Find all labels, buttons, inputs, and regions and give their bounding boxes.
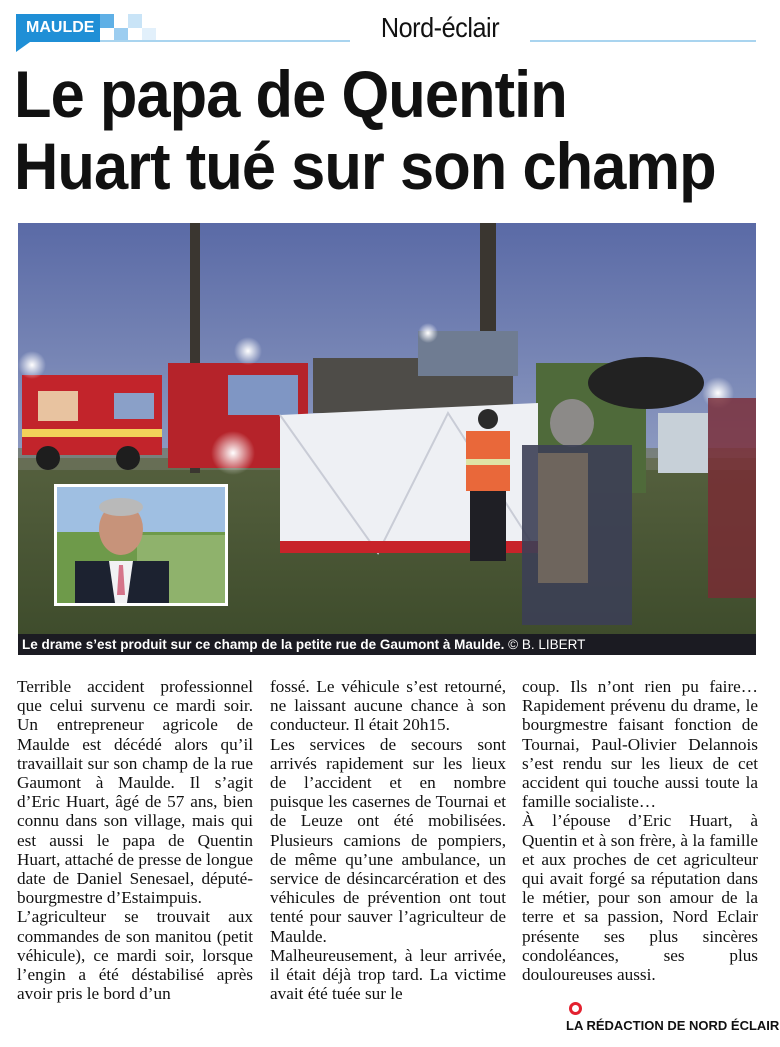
headline <box>14 58 721 202</box>
section-tag-notch <box>16 42 30 52</box>
photo-credit: © B. LIBERT <box>508 637 586 652</box>
portrait-illustration <box>57 487 225 603</box>
paragraph: À l’épouse d’Eric Huart, à Quentin et à son frère, à la famille et aux proches de cet agriculteur qui avait forgé sa réputation dans le métier, pour son amour de la terre et sa passion, Nord Eclair présente ses plus sincères condoléances, ses plus douloureuses aussi. <box>522 811 758 985</box>
article-column-1 <box>17 677 253 1003</box>
article-signature: LA RÉDACTION DE NORD ÉCLAIR <box>566 1018 780 1033</box>
portrait-inset-photo <box>54 484 228 606</box>
paragraph: coup. Ils n’ont rien pu faire… Rapidement prévenu du drame, le bourgmestre faisant fonction de Tournai, Paul-Olivier Delannois s’est rendu sur les lieux de cet accident qui touche aussi toute la famille socialiste… <box>522 677 758 812</box>
section-tag: MAULDE <box>16 14 100 42</box>
photo-caption <box>18 634 756 655</box>
headline-line-1: Le papa de Quentin <box>14 57 567 131</box>
headline-line-2: Huart tué sur son champ <box>14 129 716 203</box>
paragraph: Terrible accident professionnel que celui survenu ce mardi soir. Un entrepreneur agricole de Maulde est décédé alors qu’il travaillait sur son champ de la rue Gaumont à Maulde. Il s’agit d’Eric Huart, âgé de 57 ans, bien connu dans son village, mais qui est aussi le papa de Quentin Huart, attaché de presse de longue date de Daniel Senesael, député-bourgmestre d’Estaimpuis. <box>17 677 253 908</box>
decorative-squares <box>100 14 156 42</box>
paragraph: Les services de secours sont arrivés rapidement sur les lieux de l’accident et en nombre puisque les casernes de Tournai et de Leuze ont été mobilisées. Plusieurs camions de pompiers, de même qu’une ambulance, un service de désincarcération et des véhicules de prévention ont tout tenté pour sauver l’agriculteur de Maulde. <box>270 734 506 946</box>
paragraph: fossé. Le véhicule s’est retourné, ne laissant aucune chance à son conducteur. Il était 20h15. <box>270 677 506 735</box>
paragraph: Malheureusement, à leur arrivée, il était déjà trop tard. La victime avait été tuée sur le <box>270 945 506 1004</box>
article-column-2 <box>270 677 506 1003</box>
article-column-3 <box>522 677 758 984</box>
newspaper-masthead: Nord-éclair <box>350 12 530 44</box>
signature-bullet-icon <box>569 1002 582 1015</box>
caption-text: Le drame s’est produit sur ce champ de la petite rue de Gaumont à Maulde. <box>22 637 505 652</box>
paragraph: L’agriculteur se trouvait aux commandes de son manitou (petit véhicule), ce mardi soir, lorsque l’engin a été déstabilisé après avoir pris le bord d’un <box>17 907 253 1004</box>
